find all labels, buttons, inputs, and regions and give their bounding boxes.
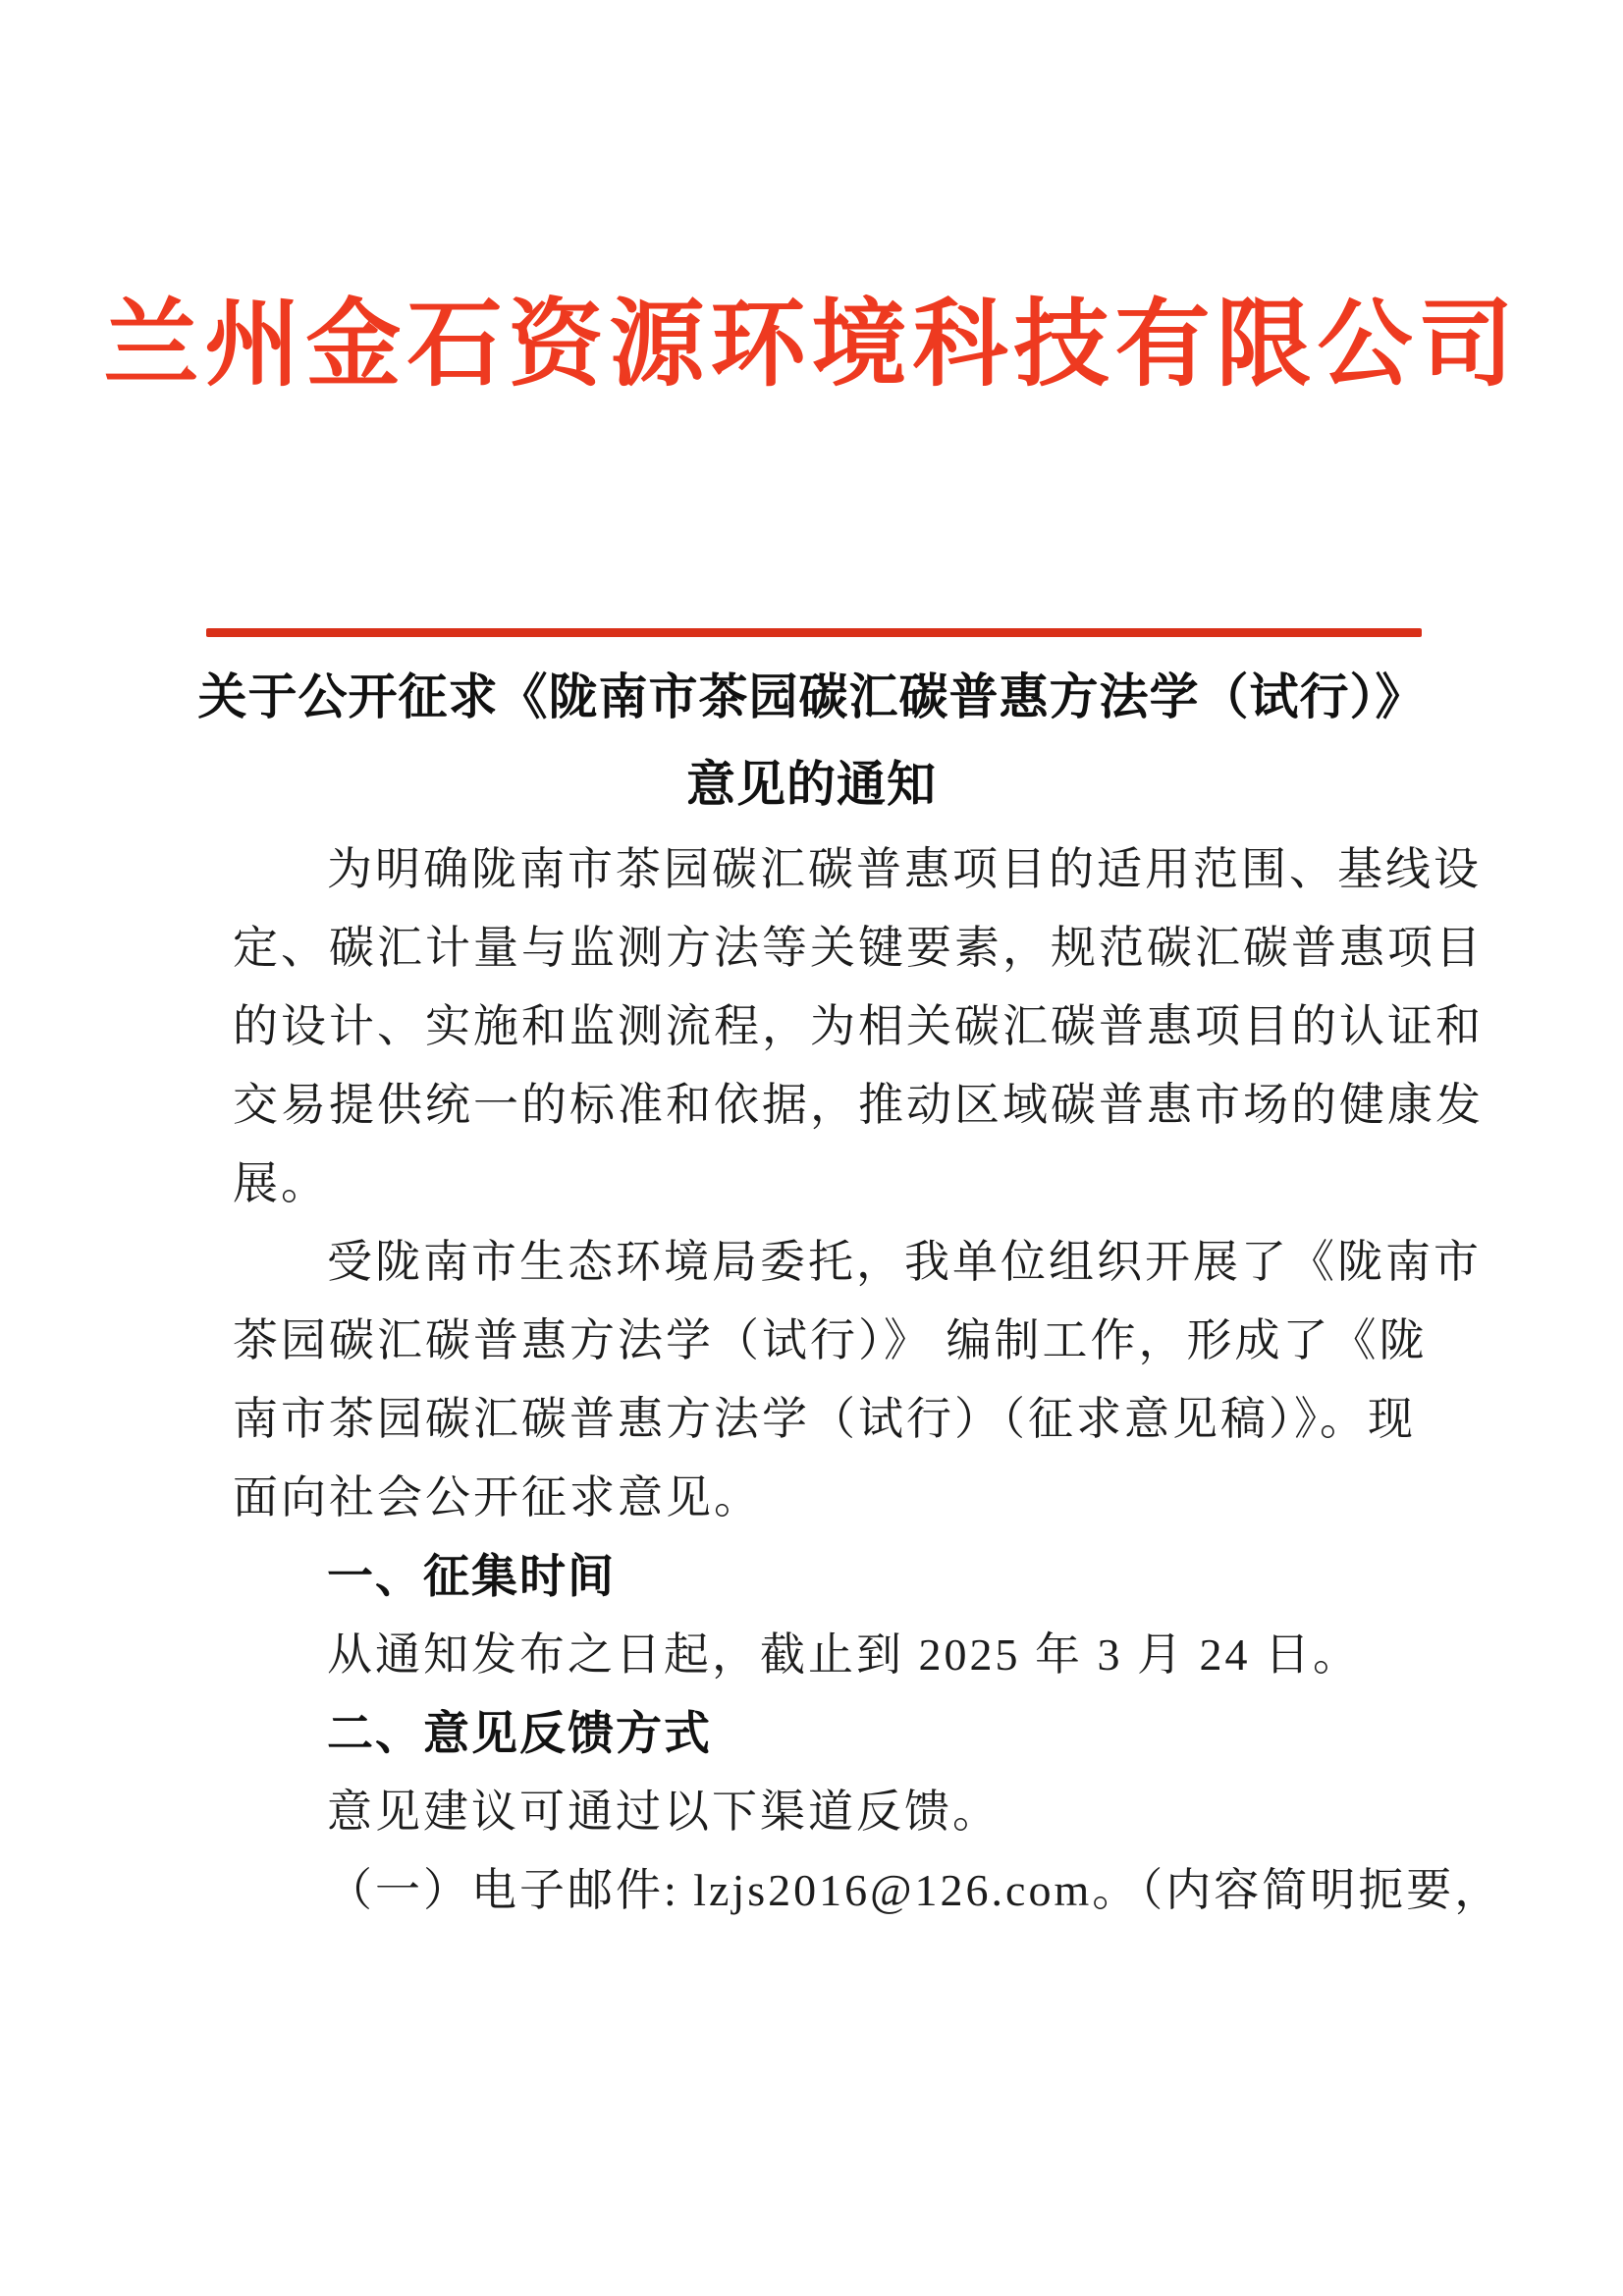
- paragraph-line: 展。: [233, 1158, 329, 1208]
- paragraph-line: 茶园碳汇碳普惠方法学（试行）》 编制工作，形成了《陇: [233, 1315, 1428, 1365]
- letterhead-divider: [206, 628, 1422, 637]
- notice-title: [108, 654, 1515, 828]
- paragraph-line: 交易提供统一的标准和依据，推动区域碳普惠市场的健康发: [233, 1080, 1484, 1130]
- paragraph-line: 的设计、实施和监测流程，为相关碳汇碳普惠项目的认证和: [233, 1001, 1484, 1051]
- notice-title-line-1: 关于公开征求《陇南市茶园碳汇碳普惠方法学（试行）》: [197, 669, 1426, 724]
- paragraph-line: 南市茶园碳汇碳普惠方法学（试行）（征求意见稿）》。现: [233, 1394, 1416, 1444]
- paragraph-line: 意见建议可通过以下渠道反馈。: [327, 1787, 1001, 1837]
- paragraph-line: 从通知发布之日起，截止到 2025 年 3 月 24 日。: [327, 1629, 1361, 1680]
- notice-body: [233, 830, 1503, 1930]
- paragraph-line: 面向社会公开征求意见。: [233, 1472, 762, 1522]
- paragraph-line: 为明确陇南市茶园碳汇碳普惠项目的适用范围、基线设: [327, 844, 1482, 894]
- company-letterhead: 兰州金石资源环境科技有限公司: [103, 293, 1520, 398]
- email-line: （一）电子邮件: lzjs2016@126.com。（内容简明扼要，: [327, 1865, 1503, 1915]
- notice-title-line-2: 意见的通知: [686, 757, 937, 812]
- paragraph-line: 受陇南市生态环境局委托，我单位组织开展了《陇南市: [327, 1237, 1482, 1287]
- section-heading: 一、征集时间: [327, 1550, 616, 1602]
- paragraph-line: 定、碳汇计量与监测方法等关键要素，规范碳汇碳普惠项目: [233, 923, 1484, 973]
- section-heading: 二、意见反馈方式: [327, 1707, 712, 1759]
